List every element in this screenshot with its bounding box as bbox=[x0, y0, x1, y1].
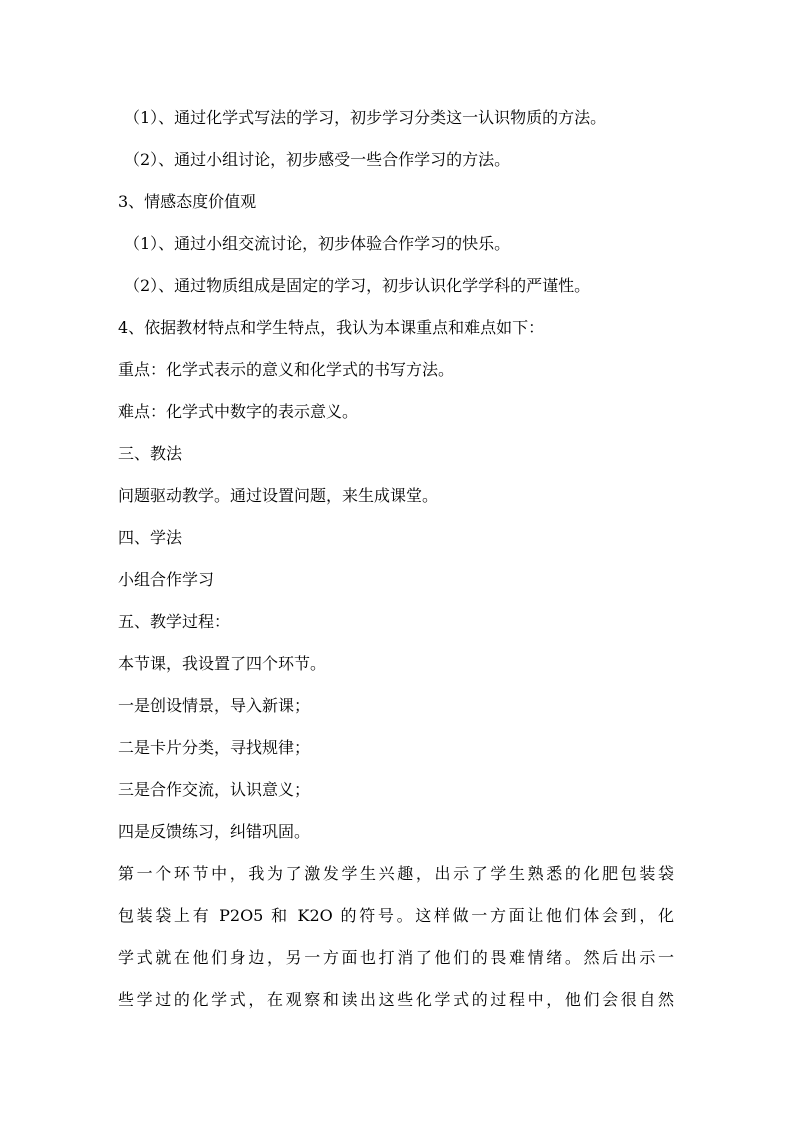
section-heading-teaching-process: 五、教学过程： bbox=[118, 612, 231, 631]
paragraph-key-points-intro: 4、依据教材特点和学生特点，我认为本课重点和难点如下： bbox=[118, 318, 545, 337]
paragraph-objective-2: （2）、通过小组讨论，初步感受一些合作学习的方法。 bbox=[124, 150, 511, 169]
paragraph-teaching-method: 问题驱动教学。通过设置问题，来生成课堂。 bbox=[118, 486, 439, 505]
paragraph-attitude-1: （1）、通过小组交流讨论，初步体验合作学习的快乐。 bbox=[124, 234, 511, 253]
paragraph-process-intro: 本节课，我设置了四个环节。 bbox=[118, 654, 327, 673]
body-text-line-2: 包装袋上有 P2O5 和 K2O 的符号。这样做一方面让他们体会到，化 bbox=[118, 906, 674, 925]
list-item-step-2: 二是卡片分类，寻找规律； bbox=[118, 738, 311, 757]
paragraph-difficult-point: 难点：化学式中数字的表示意义。 bbox=[118, 402, 359, 421]
list-item-step-3: 三是合作交流，认识意义； bbox=[118, 780, 311, 799]
paragraph-learning-method: 小组合作学习 bbox=[118, 570, 215, 589]
list-item-step-1: 一是创设情景，导入新课； bbox=[118, 696, 311, 715]
body-text-line-1: 第一个环节中，我为了激发学生兴趣，出示了学生熟悉的化肥包装袋 bbox=[118, 864, 674, 883]
paragraph-objective-1: （1）、通过化学式写法的学习，初步学习分类这一认识物质的方法。 bbox=[124, 108, 607, 127]
paragraph-key-point: 重点：化学式表示的意义和化学式的书写方法。 bbox=[118, 360, 455, 379]
section-heading-teaching-method: 三、教法 bbox=[118, 444, 183, 463]
section-heading-attitude: 3、情感态度价值观 bbox=[118, 192, 257, 211]
body-text-line-4: 些学过的化学式，在观察和读出这些化学式的过程中，他们会很自然 bbox=[118, 990, 674, 1009]
section-heading-learning-method: 四、学法 bbox=[118, 528, 183, 547]
body-text-line-3: 学式就在他们身边，另一方面也打消了他们的畏难情绪。然后出示一 bbox=[118, 948, 674, 967]
list-item-step-4: 四是反馈练习，纠错巩固。 bbox=[118, 822, 311, 841]
paragraph-attitude-2: （2）、通过物质组成是固定的学习，初步认识化学学科的严谨性。 bbox=[124, 276, 591, 295]
